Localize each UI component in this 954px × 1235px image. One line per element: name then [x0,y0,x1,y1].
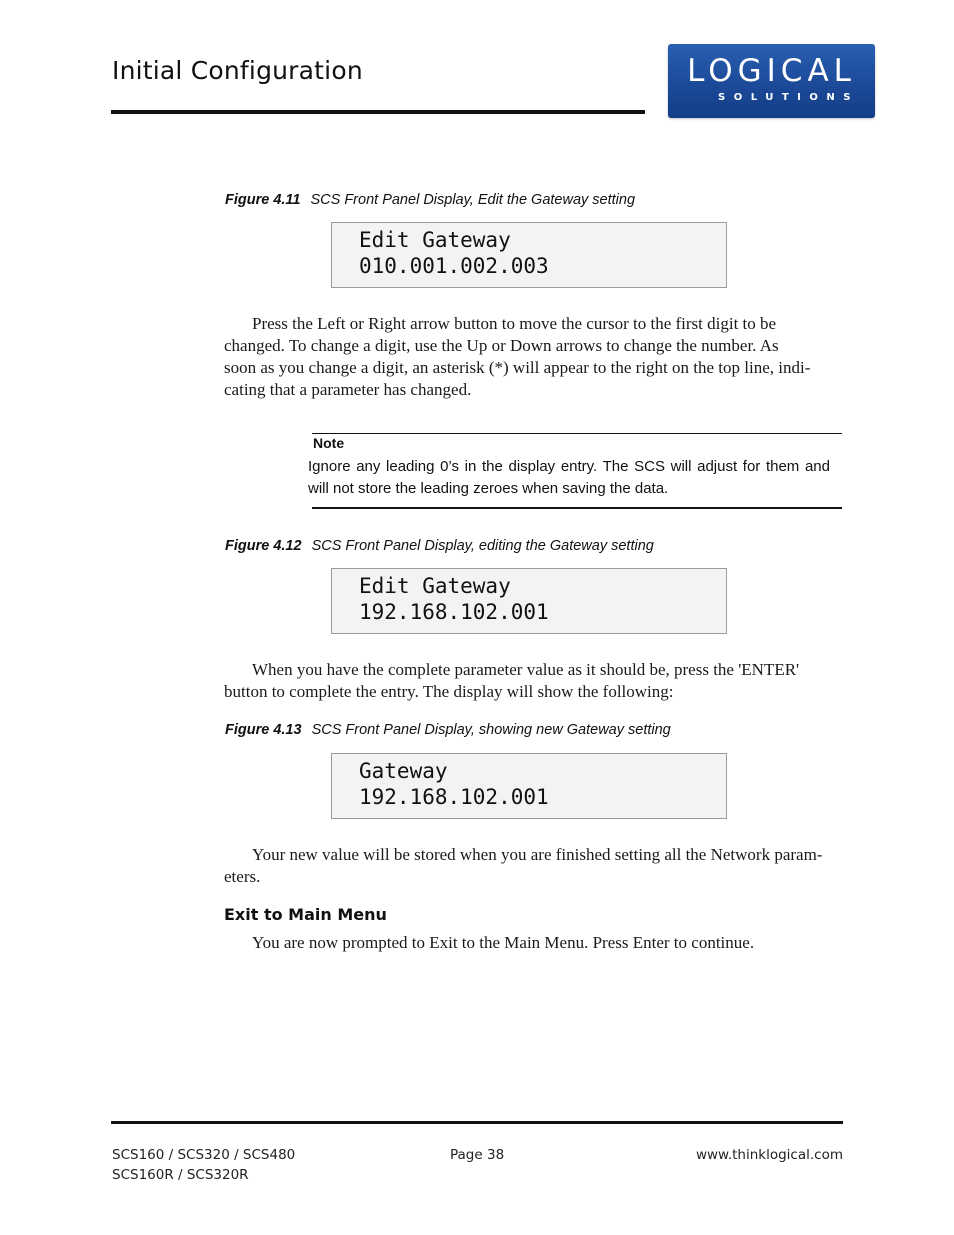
display-line-1: Gateway [359,759,448,783]
display-line-2: 010.001.002.003 [359,254,549,278]
logo-main-text: LOGICAL [687,53,856,89]
front-panel-display [331,568,727,634]
footer-page-number: Page 38 [450,1147,505,1163]
note-text: Ignore any leading 0’s in the display entry. The SCS will adjust for them and will not store the leading zeroes when saving the data. [308,458,830,497]
figure-label: Figure 4.13 [225,722,302,738]
display-line-2: 192.168.102.001 [359,600,549,624]
display-line-1: Edit Gateway [359,228,511,252]
figure-label: Figure 4.12 [225,538,302,554]
logical-solutions-logo [668,44,875,118]
footer-website: www.thinklogical.com [695,1147,843,1163]
paragraph-line: When you have the complete parameter value as it should be, press the 'ENTER' [252,660,800,679]
paragraph-line: Your new value will be stored when you are finished setting all the Network param- [252,845,823,864]
paragraph-line: changed. To change a digit, use the Up or Down arrows to change the number. As [224,336,779,355]
figure-caption-text: SCS Front Panel Display, editing the Gateway setting [311,538,654,554]
paragraph-line: cating that a parameter has changed. [224,380,472,399]
note-top-rule [312,433,842,434]
display-line-2: 192.168.102.001 [359,785,549,809]
front-panel-display [331,753,727,819]
paragraph-line: eters. [224,867,261,886]
figure-label: Figure 4.11 [225,192,301,208]
figure-caption-text: SCS Front Panel Display, Edit the Gateway setting [310,192,636,208]
note-bottom-rule [312,507,842,509]
paragraph-value-stored [224,844,842,888]
figure-caption [225,192,635,208]
section-heading: Exit to Main Menu [224,905,387,924]
footer-models-line-2: SCS160R / SCS320R [112,1167,249,1183]
logo-sub-text: SOLUTIONS [718,92,859,103]
figure-caption [225,538,654,554]
footer-models [112,1145,295,1185]
footer-models-line-1: SCS160 / SCS320 / SCS480 [112,1147,296,1163]
front-panel-display [331,222,727,288]
page-title: Initial Configuration [112,56,363,85]
header-rule [111,110,645,114]
paragraph-line: button to complete the entry. The display will show the following: [224,682,674,701]
footer-rule [111,1121,843,1124]
display-line-1: Edit Gateway [359,574,511,598]
paragraph-line: You are now prompted to Exit to the Main Menu. Press Enter to continue. [252,933,755,952]
paragraph-line: soon as you change a digit, an asterisk (*) will appear to the right on the top line, indi- [224,358,811,377]
paragraph-line: Press the Left or Right arrow button to move the cursor to the first digit to be [252,314,777,333]
note-label: Note [313,435,345,451]
figure-caption-text: SCS Front Panel Display, showing new Gateway setting [311,722,671,738]
paragraph-enter-instructions [224,659,842,703]
paragraph-exit-prompt [224,932,842,954]
paragraph-cursor-instructions [224,313,842,401]
figure-caption [225,722,671,738]
